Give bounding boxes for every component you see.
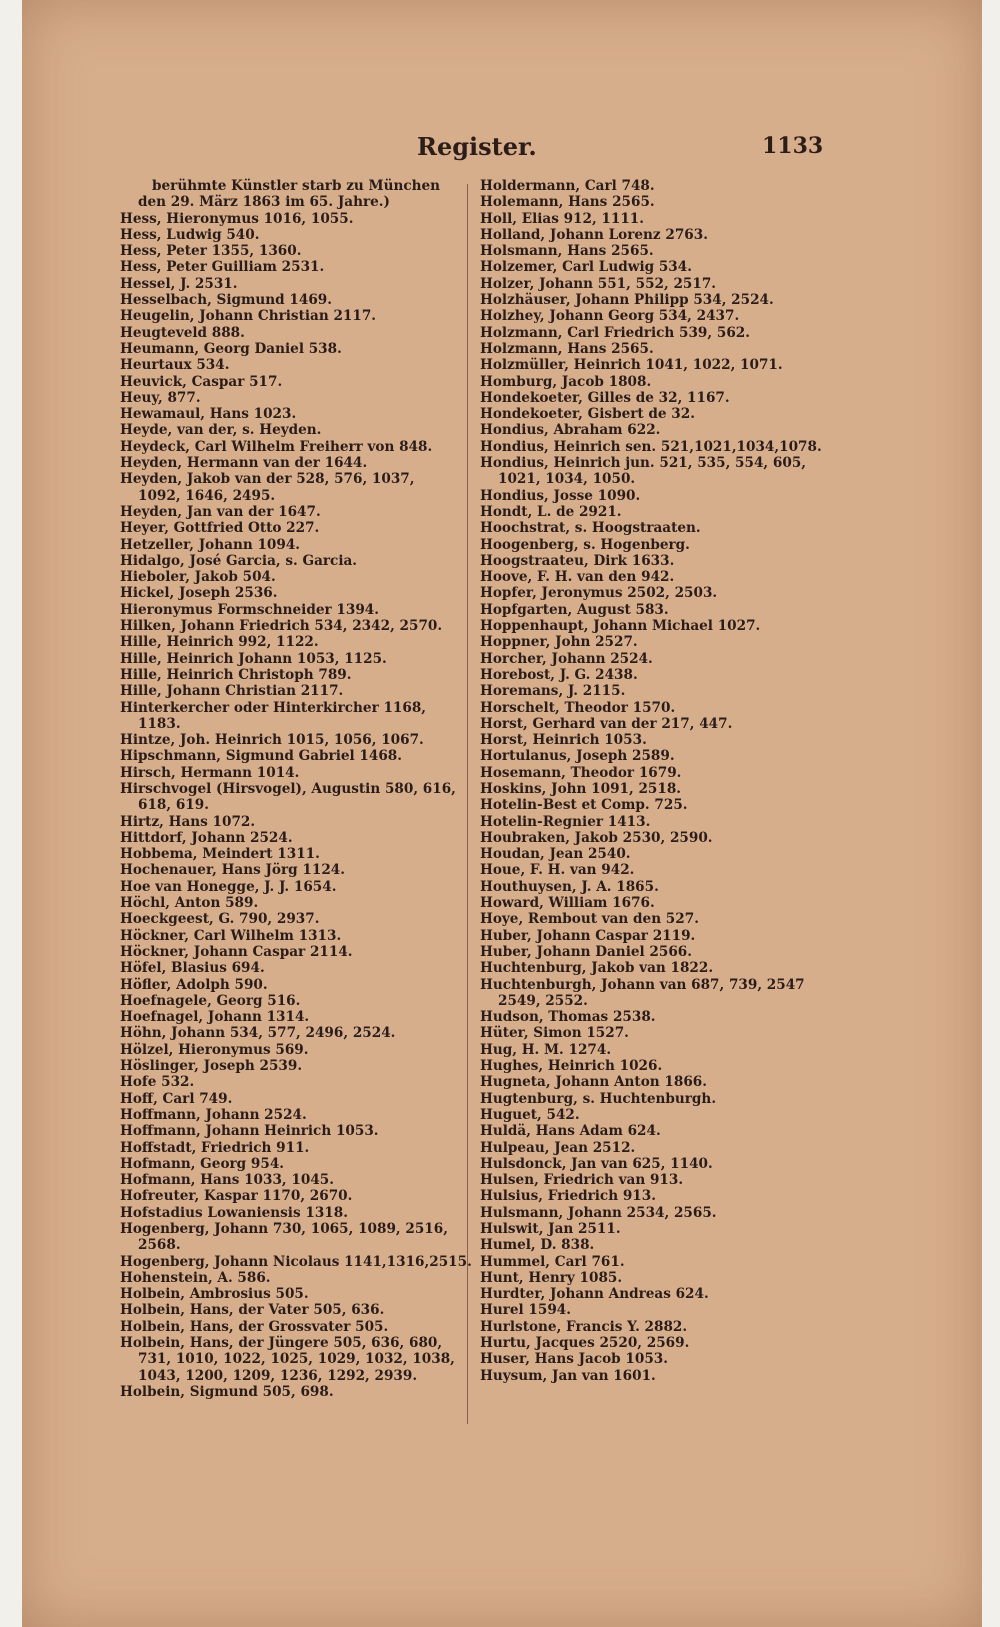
index-entry: Heuy, 877. [120, 389, 201, 406]
index-entry: Hille, Heinrich Johann 1053, 1125. [120, 650, 387, 667]
index-entry: Hotelin-Best et Comp. 725. [480, 797, 688, 814]
index-entry: Howard, William 1676. [480, 895, 655, 912]
index-entry: Hessel, J. 2531. [120, 275, 238, 292]
index-entry: Hobbema, Meindert 1311. [120, 846, 320, 863]
page-number: 1133 [762, 133, 824, 159]
index-entry: Hinterkercher oder Hinterkircher 1168, [120, 699, 427, 716]
index-entry: Hölzel, Hieronymus 569. [120, 1041, 309, 1058]
index-entry: Heyde, van der, s. Heyden. [120, 422, 322, 439]
index-entry: 731, 1010, 1022, 1025, 1029, 1032, 1038, [138, 1351, 455, 1368]
index-entry: Hondius, Heinrich jun. 521, 535, 554, 605, [480, 455, 807, 472]
book-page [22, 0, 982, 1627]
index-entry: Heyden, Jan van der 1647. [120, 503, 321, 520]
index-entry: Hummel, Carl 761. [480, 1253, 625, 1270]
index-entry: Hosemann, Theodor 1679. [480, 764, 682, 781]
index-entry: Horcher, Johann 2524. [480, 650, 653, 667]
index-entry: den 29. März 1863 im 65. Jahre.) [138, 194, 390, 211]
index-entry: Houdan, Jean 2540. [480, 846, 631, 863]
index-entry: Heyden, Jakob van der 528, 576, 1037, [120, 471, 415, 488]
index-entry: Holzhäuser, Johann Philipp 534, 2524. [480, 292, 774, 309]
index-entry: Hipschmann, Sigmund Gabriel 1468. [120, 748, 402, 765]
index-entry: Holzmann, Carl Friedrich 539, 562. [480, 324, 750, 341]
index-entry: Hugneta, Johann Anton 1866. [480, 1074, 707, 1091]
index-entry: Hulswit, Jan 2511. [480, 1221, 621, 1237]
index-entry: Horemans, J. 2115. [480, 683, 626, 700]
index-entry: Hurdter, Johann Andreas 624. [480, 1286, 709, 1303]
index-entry: Hoskins, John 1091, 2518. [480, 780, 682, 797]
index-entry: Hortulanus, Joseph 2589. [480, 748, 675, 765]
index-entry: Hurtu, Jacques 2520, 2569. [480, 1335, 690, 1352]
index-entry: Holzmann, Hans 2565. [480, 340, 654, 357]
index-entry: Hulsmann, Johann 2534, 2565. [480, 1204, 717, 1221]
index-entry: Holzhey, Johann Georg 534, 2437. [480, 308, 740, 325]
index-entry: Huldä, Hans Adam 624. [480, 1123, 661, 1140]
index-entry: Huber, Johann Caspar 2119. [480, 927, 696, 944]
index-entry: Holbein, Hans, der Grossvater 505. [120, 1318, 389, 1335]
index-entry: 2549, 2552. [498, 992, 588, 1009]
index-entry: Hohenstein, A. 586. [120, 1269, 271, 1286]
index-column-right [480, 178, 820, 1384]
index-entry: Holzemer, Carl Ludwig 534. [480, 259, 692, 276]
index-entry: Hug, H. M. 1274. [480, 1041, 612, 1058]
index-entry: Hoppenhaupt, Johann Michael 1027. [480, 618, 761, 635]
index-entry: Hetzeller, Johann 1094. [120, 536, 301, 553]
index-entry: Holsmann, Hans 2565. [480, 243, 654, 260]
index-entry: Holdermann, Carl 748. [480, 178, 655, 194]
index-entry: Hopfer, Jeronymus 2502, 2503. [480, 585, 718, 602]
index-entry: Höckner, Johann Caspar 2114. [120, 943, 353, 960]
index-entry: Humel, D. 838. [480, 1237, 595, 1254]
index-entry: Hogenberg, Johann 730, 1065, 1089, 2516, [120, 1221, 448, 1237]
index-entry: Hurel 1594. [480, 1302, 572, 1319]
index-entry: Hulsen, Friedrich van 913. [480, 1172, 684, 1189]
index-entry: Hirschvogel (Hirsvogel), Augustin 580, 616, [120, 780, 456, 797]
index-entry: Hurlstone, Francis Y. 2882. [480, 1318, 688, 1335]
index-entry: Hotelin-Regnier 1413. [480, 813, 651, 830]
index-column-left [120, 178, 472, 1400]
index-entry: Höfel, Blasius 694. [120, 960, 265, 977]
index-entry: Hille, Johann Christian 2117. [120, 683, 344, 700]
index-entry: Hille, Heinrich Christoph 789. [120, 666, 352, 683]
index-entry: Horst, Heinrich 1053. [480, 732, 647, 749]
index-entry: Huser, Hans Jacob 1053. [480, 1351, 668, 1368]
index-entry: Hickel, Joseph 2536. [120, 585, 278, 602]
index-entry: Höfler, Adolph 590. [120, 976, 268, 993]
index-entry: Hondius, Abraham 622. [480, 422, 661, 439]
index-entry: Houthuysen, J. A. 1865. [480, 878, 659, 895]
index-entry: Hulsius, Friedrich 913. [480, 1188, 656, 1205]
index-entry: Hondt, L. de 2921. [480, 503, 622, 520]
index-entry: Hugtenburg, s. Huchtenburgh. [480, 1090, 717, 1107]
index-entry: Hess, Hieronymus 1016, 1055. [120, 210, 354, 227]
index-entry: Hulpeau, Jean 2512. [480, 1139, 636, 1156]
index-entry: Hunt, Henry 1085. [480, 1269, 623, 1286]
index-entry: Hess, Ludwig 540. [120, 226, 260, 243]
index-entry: Hüter, Simon 1527. [480, 1025, 629, 1042]
index-entry: Hogenberg, Johann Nicolaus 1141,1316,2515. [120, 1253, 472, 1270]
index-entry: Hulsdonck, Jan van 625, 1140. [480, 1155, 713, 1172]
index-entry: Huguet, 542. [480, 1106, 580, 1123]
index-entry: Heyer, Gottfried Otto 227. [120, 520, 320, 537]
index-entry: Hofreuter, Kaspar 1170, 2670. [120, 1188, 353, 1205]
index-entry: Hoye, Rembout van den 527. [480, 911, 699, 928]
index-entry: Horschelt, Theodor 1570. [480, 699, 676, 716]
index-entry: 1092, 1646, 2495. [138, 487, 276, 504]
index-entry: Hofe 532. [120, 1074, 195, 1091]
index-entry: Heyden, Hermann van der 1644. [120, 455, 368, 472]
index-entry: Hoove, F. H. van den 942. [480, 569, 675, 586]
index-entry: Holbein, Hans, der Vater 505, 636. [120, 1302, 385, 1319]
index-entry: Hofmann, Georg 954. [120, 1155, 285, 1172]
index-entry: Holbein, Ambrosius 505. [120, 1286, 309, 1303]
index-entry: Heumann, Georg Daniel 538. [120, 340, 342, 357]
index-entry: Hess, Peter 1355, 1360. [120, 243, 302, 260]
index-entry: Hoffstadt, Friedrich 911. [120, 1139, 310, 1156]
index-entry: Hoe van Honegge, J. J. 1654. [120, 878, 337, 895]
index-entry: Holbein, Sigmund 505, 698. [120, 1383, 334, 1400]
index-entry: Hirsch, Hermann 1014. [120, 764, 300, 781]
index-entry: berühmte Künstler starb zu München [152, 178, 441, 194]
index-entry: Horst, Gerhard van der 217, 447. [480, 715, 733, 732]
index-entry: Höhn, Johann 534, 577, 2496, 2524. [120, 1025, 396, 1042]
index-entry: Höslinger, Joseph 2539. [120, 1058, 303, 1075]
index-entry: Hopfgarten, August 583. [480, 601, 669, 618]
index-entry: Hintze, Joh. Heinrich 1015, 1056, 1067. [120, 732, 424, 749]
index-entry: Holzer, Johann 551, 552, 2517. [480, 275, 717, 292]
index-entry: Hoffmann, Johann Heinrich 1053. [120, 1123, 379, 1140]
index-entry: Homburg, Jacob 1808. [480, 373, 652, 390]
index-entry: 1021, 1034, 1050. [498, 471, 636, 488]
index-entry: Hoefnagele, Georg 516. [120, 992, 301, 1009]
index-entry: Hudson, Thomas 2538. [480, 1009, 656, 1026]
page-title: Register. [417, 132, 537, 161]
index-entry: Hille, Heinrich 992, 1122. [120, 634, 319, 651]
index-entry: Heuvick, Caspar 517. [120, 373, 283, 390]
index-entry: Höckner, Carl Wilhelm 1313. [120, 927, 342, 944]
index-entry: Hoogenberg, s. Hogenberg. [480, 536, 690, 553]
index-entry: Horebost, J. G. 2438. [480, 666, 638, 683]
index-entry: Hoeckgeest, G. 790, 2937. [120, 911, 320, 928]
index-entry: Hoogstraateu, Dirk 1633. [480, 552, 675, 569]
index-entry: Hoffmann, Johann 2524. [120, 1106, 307, 1123]
index-entry: Huysum, Jan van 1601. [480, 1367, 656, 1384]
index-entry: Hoff, Carl 749. [120, 1090, 233, 1107]
index-entry: Heydeck, Carl Wilhelm Freiherr von 848. [120, 438, 433, 455]
index-entry: Holemann, Hans 2565. [480, 194, 655, 211]
index-entry: Hesselbach, Sigmund 1469. [120, 292, 332, 309]
index-entry: Hilken, Johann Friedrich 534, 2342, 2570. [120, 618, 443, 635]
index-entry: Holbein, Hans, der Jüngere 505, 636, 680, [120, 1335, 443, 1352]
index-entry: Hochenauer, Hans Jörg 1124. [120, 862, 345, 879]
index-entry: Hidalgo, José Garcia, s. Garcia. [120, 552, 358, 569]
index-entry: Hondius, Heinrich sen. 521,1021,1034,1078. [480, 438, 822, 455]
index-entry: Hoochstrat, s. Hoogstraaten. [480, 520, 701, 537]
index-entry: Holland, Johann Lorenz 2763. [480, 226, 708, 243]
index-entry: 2568. [138, 1237, 181, 1254]
index-entry: Huber, Johann Daniel 2566. [480, 943, 692, 960]
index-entry: Hondius, Josse 1090. [480, 487, 641, 504]
index-entry: Huchtenburgh, Johann van 687, 739, 2547 [480, 976, 805, 993]
index-entry: Hieronymus Formschneider 1394. [120, 601, 379, 618]
index-entry: Hewamaul, Hans 1023. [120, 406, 297, 423]
index-entry: Hoppner, John 2527. [480, 634, 638, 651]
index-entry: Heugelin, Johann Christian 2117. [120, 308, 377, 325]
index-entry: Holzmüller, Heinrich 1041, 1022, 1071. [480, 357, 783, 374]
index-entry: Houe, F. H. van 942. [480, 862, 635, 879]
index-entry: Hofstadius Lowaniensis 1318. [120, 1204, 348, 1221]
index-entry: Houbraken, Jakob 2530, 2590. [480, 829, 713, 846]
index-entry: Hondekoeter, Gisbert de 32. [480, 406, 695, 423]
index-entry: Hofmann, Hans 1033, 1045. [120, 1172, 334, 1189]
index-entry: Hess, Peter Guilliam 2531. [120, 259, 325, 276]
index-entry: Hittdorf, Johann 2524. [120, 829, 293, 846]
index-entry: Hoefnagel, Johann 1314. [120, 1009, 310, 1026]
index-entry: Hughes, Heinrich 1026. [480, 1058, 663, 1075]
index-entry: Heugteveld 888. [120, 324, 245, 341]
index-entry: 1183. [138, 715, 181, 732]
index-entry: 1043, 1200, 1209, 1236, 1292, 2939. [138, 1367, 418, 1384]
index-entry: Höchl, Anton 589. [120, 895, 259, 912]
index-entry: 618, 619. [138, 797, 209, 814]
index-entry: Hondekoeter, Gilles de 32, 1167. [480, 389, 730, 406]
index-entry: Holl, Elias 912, 1111. [480, 210, 644, 227]
index-entry: Hirtz, Hans 1072. [120, 813, 256, 830]
index-entry: Heurtaux 534. [120, 357, 230, 374]
index-entry: Hieboler, Jakob 504. [120, 569, 276, 586]
index-entry: Huchtenburg, Jakob van 1822. [480, 960, 714, 977]
